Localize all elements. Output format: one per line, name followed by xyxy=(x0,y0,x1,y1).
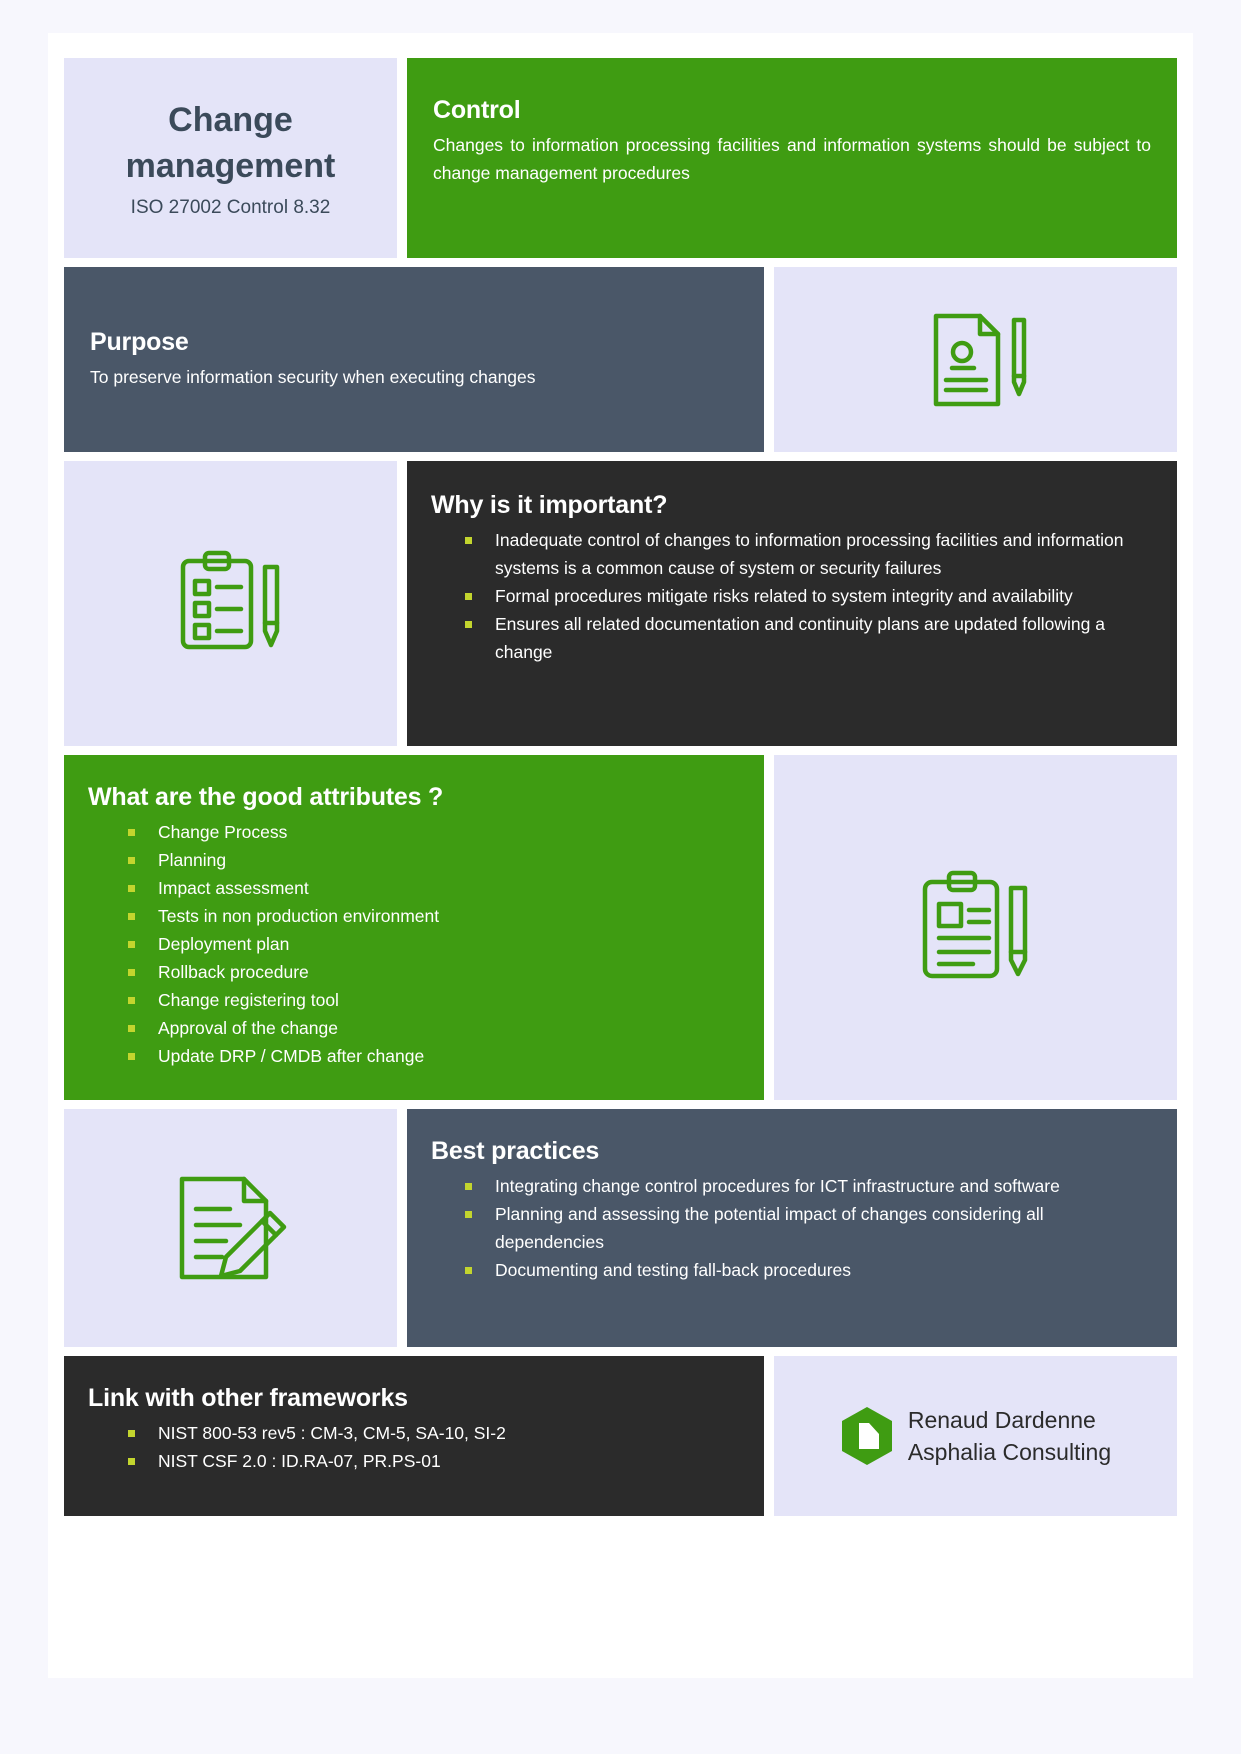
page-subtitle: ISO 27002 Control 8.32 xyxy=(130,197,331,218)
frameworks-heading: Link with other frameworks xyxy=(88,1384,408,1412)
content-grid xyxy=(64,58,1177,1658)
frameworks-list xyxy=(88,1419,740,1475)
purpose-text: To preserve information security when executing changes xyxy=(90,367,536,387)
list-item: Deployment plan xyxy=(124,930,740,958)
brand-card xyxy=(774,1356,1177,1516)
best-practices-list xyxy=(431,1172,1153,1284)
brand-company: Asphalia Consulting xyxy=(907,1439,1112,1465)
brand-name: Renaud Dardenne xyxy=(907,1407,1096,1433)
list-item: Tests in non production environment xyxy=(124,902,740,930)
page-title: Change management xyxy=(125,101,336,185)
list-item: Integrating change control procedures for ICT infrastructure and software xyxy=(461,1172,1153,1200)
clipboard-list-icon-card xyxy=(774,755,1177,1100)
list-item: Ensures all related documentation and continuity plans are updated following a change xyxy=(461,610,1153,666)
list-item: Impact assessment xyxy=(124,874,740,902)
brand-block xyxy=(774,1356,1177,1516)
list-item: Documenting and testing fall-back procedures xyxy=(461,1256,1153,1284)
importance-list xyxy=(431,526,1153,666)
clipboard-pencil-icon-card xyxy=(64,461,397,746)
list-item: Rollback procedure xyxy=(124,958,740,986)
page-sheet xyxy=(48,33,1193,1678)
list-item: Inadequate control of changes to information processing facilities and information systems is a common cause of system or security failures xyxy=(461,526,1153,582)
note-pencil-icon xyxy=(64,1109,397,1347)
purpose-card xyxy=(64,267,764,452)
importance-card xyxy=(407,461,1177,746)
list-item: Approval of the change xyxy=(124,1014,740,1042)
control-text: Changes to information processing facilities and information systems should be subject to change management procedures xyxy=(433,135,1151,183)
list-item: NIST 800-53 rev5 : CM-3, CM-5, SA-10, SI-2 xyxy=(124,1419,740,1447)
purpose-heading: Purpose xyxy=(90,328,189,356)
title-card xyxy=(64,58,397,258)
attributes-heading: What are the good attributes ? xyxy=(88,783,444,811)
clipboard-list-icon xyxy=(774,755,1177,1100)
list-item: NIST CSF 2.0 : ID.RA-07, PR.PS-01 xyxy=(124,1447,740,1475)
best-practices-heading: Best practices xyxy=(431,1137,600,1165)
hexagon-logo-icon xyxy=(840,1406,894,1466)
attributes-list xyxy=(88,818,740,1070)
list-item: Planning xyxy=(124,846,740,874)
list-item: Formal procedures mitigate risks related to system integrity and availability xyxy=(461,582,1153,610)
control-heading: Control xyxy=(433,96,521,124)
list-item: Change registering tool xyxy=(124,986,740,1014)
control-card xyxy=(407,58,1177,258)
list-item: Update DRP / CMDB after change xyxy=(124,1042,740,1070)
list-item: Change Process xyxy=(124,818,740,846)
note-pencil-icon-card xyxy=(64,1109,397,1347)
frameworks-card xyxy=(64,1356,764,1516)
importance-heading: Why is it important? xyxy=(431,491,668,519)
best-practices-card xyxy=(407,1109,1177,1347)
document-pencil-icon xyxy=(774,267,1177,452)
attributes-card xyxy=(64,755,764,1100)
document-pencil-icon-card xyxy=(774,267,1177,452)
list-item: Planning and assessing the potential impact of changes considering all dependencies xyxy=(461,1200,1153,1256)
clipboard-pencil-icon xyxy=(64,461,397,746)
